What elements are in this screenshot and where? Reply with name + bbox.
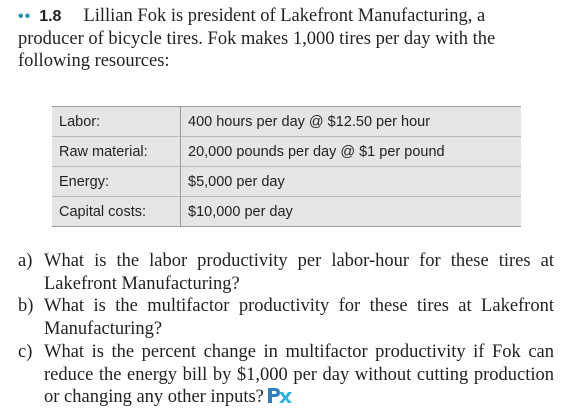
question-list [18, 250, 554, 409]
problem-text: Lillian Fok is president of Lakefront Manufacturing, a producer of bicycle tires. Fok makes 1,000 tires per day with the following resources: [18, 6, 496, 71]
table-row [52, 137, 521, 167]
table-cell-label: Raw material: [52, 137, 181, 167]
question-text: What is the percent change in multifactor productivity if Fok can reduce the energy bill by $1,000 per day without cutting production or changing any other inputs? [44, 341, 554, 408]
table-row [52, 197, 521, 227]
table-cell-label: Labor: [52, 107, 181, 137]
table-cell-value: 400 hours per day @ $12.50 per hour [181, 107, 522, 137]
question-text: What is the labor productivity per labor-hour for these tires at Lakefront Manufacturing? [44, 251, 554, 294]
question-c [18, 341, 554, 409]
table-row [52, 167, 521, 197]
table-row [52, 107, 521, 137]
table-cell-value: 20,000 pounds per day @ $1 per pound [181, 137, 522, 167]
problem-statement [18, 5, 554, 72]
question-text-wrapper [44, 341, 554, 409]
resources-table [52, 106, 521, 227]
px-logo-icon[interactable] [267, 387, 292, 404]
question-b [18, 295, 554, 340]
question-letter: b) [18, 296, 34, 317]
problem-number: 1.8 [39, 8, 62, 25]
question-letter: a) [18, 251, 33, 271]
question-a [18, 250, 554, 295]
table-cell-label: Energy: [52, 167, 181, 197]
question-text: What is the multifactor productivity for these tires at Lakefront Manufacturing? [44, 296, 554, 340]
table-cell-label: Capital costs: [52, 197, 181, 227]
question-letter: c) [18, 341, 33, 362]
table-cell-value: $5,000 per day [181, 167, 522, 197]
difficulty-dots: •• [18, 8, 32, 25]
table-cell-value: $10,000 per day [181, 197, 522, 227]
